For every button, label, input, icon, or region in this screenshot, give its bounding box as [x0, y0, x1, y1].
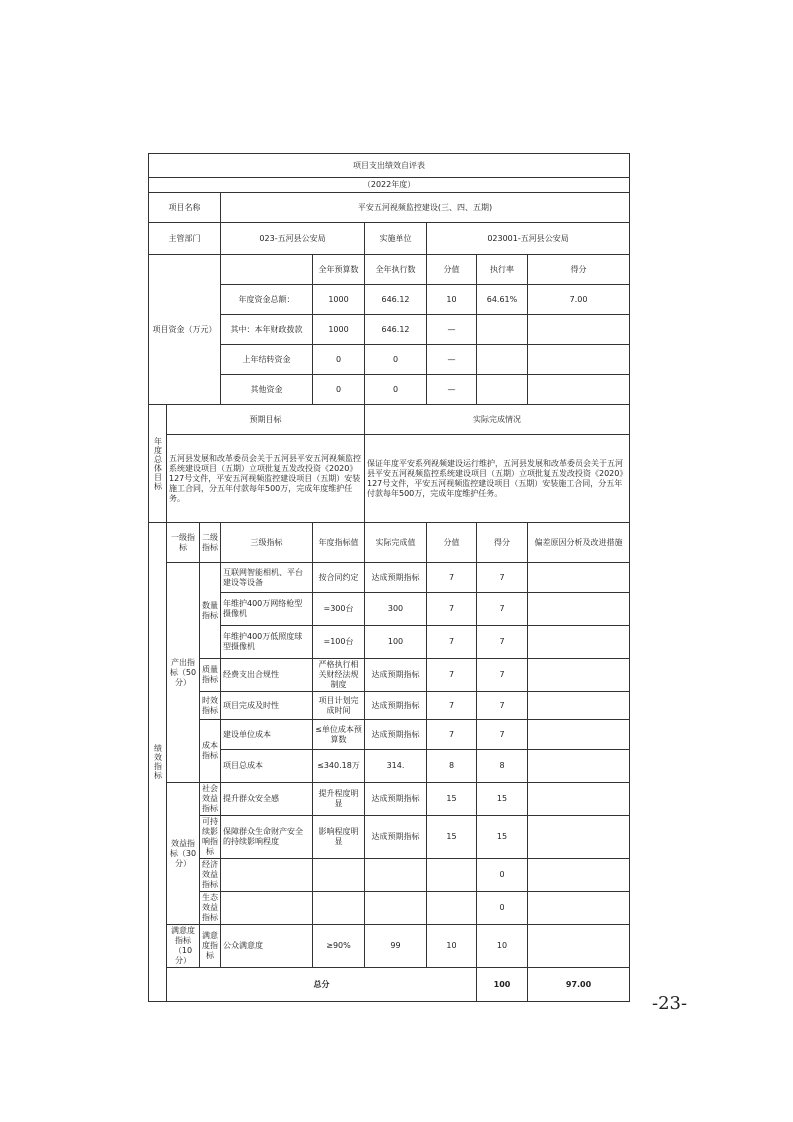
indicator-score: 15 — [477, 783, 528, 816]
page-number: -23- — [652, 993, 688, 1014]
indicator-actual: 达成预期指标 — [365, 692, 427, 720]
indicator-score: 7 — [477, 563, 528, 593]
total-score-value: 100 — [477, 968, 528, 1002]
expected-goal-header: 预期目标 — [167, 405, 365, 435]
impl-unit-value: 023001-五河县公安局 — [427, 223, 630, 255]
project-name: 平安五河视频监控建设(三、四、五期) — [221, 193, 630, 223]
indicator-reason — [528, 816, 630, 859]
indicator-score-value: 7 — [427, 659, 477, 692]
indicator-actual: 300 — [365, 593, 427, 626]
table-year: （2022年度） — [149, 178, 630, 193]
header-score-value: 分值 — [427, 523, 477, 563]
dept-value: 023-五河县公安局 — [221, 223, 365, 255]
satisfaction-indicators-label: 满意度指标（10分） — [167, 925, 200, 968]
performance-evaluation-table — [148, 153, 630, 1002]
indicator-name — [221, 892, 313, 925]
indicator-score: 0 — [477, 892, 528, 925]
funds-row-score — [528, 375, 630, 405]
quality-indicators-label: 质量指标 — [200, 659, 221, 692]
indicator-target — [313, 892, 365, 925]
actual-completion-header: 实际完成情况 — [365, 405, 630, 435]
indicator-score-value: 7 — [427, 593, 477, 626]
funds-row-score-value: — — [427, 315, 477, 345]
funds-row-score-value: — — [427, 345, 477, 375]
funds-row-label: 其中：本年财政拨款 — [221, 315, 313, 345]
funds-header-score-value: 分值 — [427, 255, 477, 285]
indicator-name: 经费支出合规性 — [221, 659, 313, 692]
perf-indicators-label: 绩效指标 — [149, 523, 167, 1002]
indicator-target: 项目计划完成时间 — [313, 692, 365, 720]
table-title: 项目支出绩效自评表 — [149, 154, 630, 178]
ecological-benefit-label: 生态效益指标 — [200, 892, 221, 925]
funds-row-executed: 646.12 — [365, 315, 427, 345]
funds-row-label: 年度资金总额： — [221, 285, 313, 315]
expected-goal-text: 五河县发展和改革委员会关于五河县平安五河视频监控系统建设项目（五期）立项批复五发改投资《2020》127号文件，平安五河视频监控建设项目（五期）安装施工合同，分五年付款每年500万，完成年度维护任务。 — [167, 435, 365, 523]
indicator-score: 8 — [477, 750, 528, 783]
indicator-target: =300台 — [313, 593, 365, 626]
indicator-actual: 达成预期指标 — [365, 816, 427, 859]
indicator-actual: 314. — [365, 750, 427, 783]
indicator-score: 7 — [477, 626, 528, 659]
total-score: 97.00 — [528, 968, 630, 1002]
funds-row-score: 7.00 — [528, 285, 630, 315]
indicator-target: ≤340.18万 — [313, 750, 365, 783]
funds-row-score-value: 10 — [427, 285, 477, 315]
indicator-score-value: 7 — [427, 563, 477, 593]
indicator-score: 7 — [477, 720, 528, 750]
indicator-name: 项目总成本 — [221, 750, 313, 783]
indicator-reason — [528, 925, 630, 968]
funds-row-score — [528, 315, 630, 345]
funds-row-executed: 0 — [365, 375, 427, 405]
indicator-reason — [528, 783, 630, 816]
indicator-score-value: 7 — [427, 626, 477, 659]
funds-row-label: 其他资金 — [221, 375, 313, 405]
indicator-score-value: 15 — [427, 783, 477, 816]
evaluation-sheet — [148, 153, 629, 989]
quantity-indicators-label: 数量指标 — [200, 563, 221, 659]
indicator-score: 10 — [477, 925, 528, 968]
indicator-score-value: 7 — [427, 692, 477, 720]
economic-benefit-label: 经济效益指标 — [200, 859, 221, 892]
cost-indicators-label: 成本指标 — [200, 720, 221, 783]
funds-row-label: 上年结转资金 — [221, 345, 313, 375]
indicator-name: 项目完成及时性 — [221, 692, 313, 720]
funds-row-executed: 646.12 — [365, 285, 427, 315]
indicator-actual: 达成预期指标 — [365, 720, 427, 750]
funds-header-score: 得分 — [528, 255, 630, 285]
annual-goal-label: 年度总体目标 — [149, 405, 167, 523]
indicator-actual: 达成预期指标 — [365, 659, 427, 692]
indicator-name: 建设单位成本 — [221, 720, 313, 750]
indicator-score-value: 8 — [427, 750, 477, 783]
dept-label: 主管部门 — [149, 223, 221, 255]
indicator-name: 年维护400万低照度球型摄像机 — [221, 626, 313, 659]
indicator-target: 影响程度明显 — [313, 816, 365, 859]
indicator-name: 保障群众生命财产安全的持续影响程度 — [221, 816, 313, 859]
indicator-actual: 99 — [365, 925, 427, 968]
funds-row-budget: 0 — [313, 345, 365, 375]
indicator-target: 按合同约定 — [313, 563, 365, 593]
output-indicators-label: 产出指标（50分） — [167, 563, 200, 783]
indicator-reason — [528, 859, 630, 892]
header-score: 得分 — [477, 523, 528, 563]
funds-row-score-value: — — [427, 375, 477, 405]
funds-row-budget: 0 — [313, 375, 365, 405]
indicator-score-value — [427, 892, 477, 925]
header-level3: 三级指标 — [221, 523, 313, 563]
indicator-name — [221, 859, 313, 892]
indicator-actual — [365, 892, 427, 925]
indicator-score: 7 — [477, 692, 528, 720]
indicator-target: 严格执行相关财经法规制度 — [313, 659, 365, 692]
indicator-target: ≥90% — [313, 925, 365, 968]
header-level2: 二级指标 — [200, 523, 221, 563]
benefit-indicators-label: 效益指标（30分） — [167, 783, 200, 925]
indicator-name: 公众满意度 — [221, 925, 313, 968]
indicator-target: 提升程度明显 — [313, 783, 365, 816]
indicator-name: 年维护400万网络枪型摄像机 — [221, 593, 313, 626]
funds-label: 项目资金（万元） — [149, 255, 221, 405]
indicator-reason — [528, 659, 630, 692]
indicator-actual: 达成预期指标 — [365, 563, 427, 593]
indicator-score: 7 — [477, 593, 528, 626]
indicator-target — [313, 859, 365, 892]
indicator-actual — [365, 859, 427, 892]
impl-unit-label: 实施单位 — [365, 223, 427, 255]
funds-row-budget: 1000 — [313, 285, 365, 315]
indicator-reason — [528, 750, 630, 783]
funds-header-budget: 全年预算数 — [313, 255, 365, 285]
indicator-score-value: 15 — [427, 816, 477, 859]
indicator-actual: 100 — [365, 626, 427, 659]
funds-row-budget: 1000 — [313, 315, 365, 345]
funds-row-rate — [477, 375, 528, 405]
indicator-target: ≤单位成本预算数 — [313, 720, 365, 750]
indicator-score: 7 — [477, 659, 528, 692]
indicator-score-value — [427, 859, 477, 892]
social-benefit-label: 社会效益指标 — [200, 783, 221, 816]
indicator-score-value: 10 — [427, 925, 477, 968]
indicator-reason — [528, 563, 630, 593]
timeliness-indicators-label: 时效指标 — [200, 692, 221, 720]
header-reason: 偏差原因分析及改进措施 — [528, 523, 630, 563]
indicator-actual: 达成预期指标 — [365, 783, 427, 816]
funds-row-executed: 0 — [365, 345, 427, 375]
header-actual: 实际完成值 — [365, 523, 427, 563]
header-level1: 一级指标 — [167, 523, 200, 563]
funds-header-rate: 执行率 — [477, 255, 528, 285]
indicator-score-value: 7 — [427, 720, 477, 750]
indicator-reason — [528, 626, 630, 659]
indicator-reason — [528, 593, 630, 626]
header-target: 年度指标值 — [313, 523, 365, 563]
indicator-score: 0 — [477, 859, 528, 892]
indicator-target: =100台 — [313, 626, 365, 659]
indicator-reason — [528, 892, 630, 925]
satisfaction-sub-label: 满意度指标 — [200, 925, 221, 968]
actual-completion-text: 保证年度平安系列视频建设运行维护，五河县发展和改革委员会关于五河县平安五河视频监控系统建设项目（五期）立项批复五发改投资《2020》127号文件，平安五河视频监控建设项目（五期）安装施工合同，分五年付款每年500万，完成年度维护任务。 — [365, 435, 630, 523]
funds-row-rate — [477, 345, 528, 375]
indicator-score: 15 — [477, 816, 528, 859]
sustainable-impact-label: 可持续影响指标 — [200, 816, 221, 859]
funds-row-rate — [477, 315, 528, 345]
total-label: 总分 — [167, 968, 477, 1002]
funds-row-score — [528, 345, 630, 375]
indicator-name: 提升群众安全感 — [221, 783, 313, 816]
indicator-name: 互联网智能相机、平台建设等设备 — [221, 563, 313, 593]
funds-row-rate: 64.61% — [477, 285, 528, 315]
indicator-reason — [528, 720, 630, 750]
funds-header-executed: 全年执行数 — [365, 255, 427, 285]
indicator-reason — [528, 692, 630, 720]
project-name-label: 项目名称 — [149, 193, 221, 223]
